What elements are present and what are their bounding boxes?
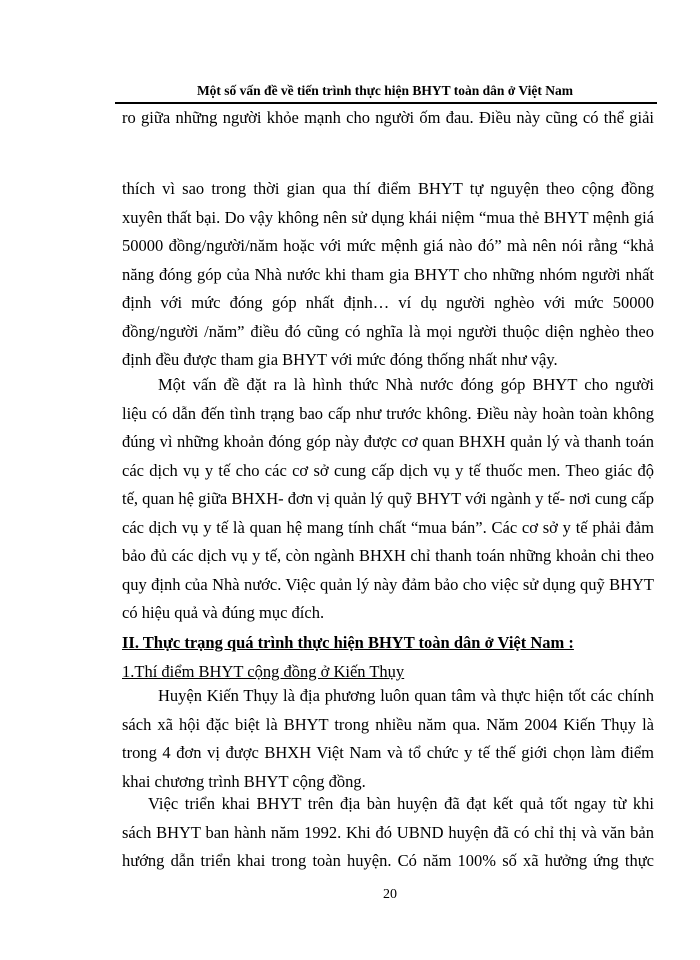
text-line: tế, quan hệ giữa BHXH- đơn vị quản lý quỹ BHYT với ngành y tế- nơi cung cấp bbox=[122, 489, 654, 508]
paragraph-2 bbox=[122, 371, 654, 628]
paragraph-3 bbox=[122, 682, 654, 796]
text-line: sách xã hội đặc biệt là BHYT trong nhiều năm qua. Năm 2004 Kiến Thụy là bbox=[122, 714, 654, 734]
top-fragment-paragraph bbox=[122, 104, 654, 133]
text-line: sách BHYT ban hành năm 1992. Khi đó UBND huyện đã có chỉ thị và văn bản bbox=[122, 822, 654, 842]
section-heading: II. Thực trạng quá trình thực hiện BHYT toàn dân ở Việt Nam : bbox=[122, 633, 574, 652]
text-line: quy định của Nhà nước. Việc quản lý này đảm bảo cho việc sử dụng quỹ BHYT bbox=[122, 574, 654, 594]
text-line: xuyên thất bại. Do vậy không nên sử dụng khái niệm “mua thẻ BHYT mệnh giá bbox=[122, 207, 654, 227]
text-line: 50000 đồng/người/năm hoặc với mức mệnh giá nào đó” mà nên nói rằng “khả bbox=[122, 236, 654, 255]
text-line: Một vấn đề đặt ra là hình thức Nhà nước đóng góp BHYT cho người bbox=[158, 375, 654, 394]
text-line: bảo đủ các dịch vụ y tế, còn ngành BHXH chỉ thanh toán những khoản chi theo bbox=[122, 546, 654, 565]
text-line: liệu có dẫn đến tình trạng bao cấp như trước không. Điều này hoàn toàn không bbox=[122, 403, 654, 423]
text-line: có hiệu quả và đúng mục đích. bbox=[122, 603, 325, 622]
text-line: các dịch vụ y tế cho các cơ sở cung cấp dịch vụ y tế thuốc men. Theo giác độ bbox=[122, 460, 654, 480]
text-line: Huyện Kiến Thụy là địa phương luôn quan tâm và thực hiện tốt các chính bbox=[158, 686, 654, 705]
page-number: 20 bbox=[383, 887, 397, 902]
text-line: đúng vì những khoản đóng góp này được cơ quan BHXH quản lý và thanh toán bbox=[122, 432, 654, 451]
text-line: trong 4 đơn vị được BHXH Việt Nam và tổ chức y tế thế giới chọn làm điểm bbox=[122, 743, 654, 762]
text-line: định đều được tham gia BHYT với mức đóng thống nhất như vậy. bbox=[122, 350, 558, 369]
paragraph-4 bbox=[122, 790, 654, 876]
text-line: hướng dẫn triển khai trong toàn huyện. Có năm 100% số xã hưởng ứng thực bbox=[122, 851, 654, 870]
text-line: khai chương trình BHYT cộng đồng. bbox=[122, 771, 366, 791]
text-line: ro giữa những người khỏe mạnh cho người ốm đau. Điều này cũng có thể giải bbox=[122, 108, 654, 127]
text-line: Việc triển khai BHYT trên địa bàn huyện đã đạt kết quả tốt ngay từ khi bbox=[148, 794, 654, 813]
text-line: năng đóng góp của Nhà nước khi tham gia BHYT cho những nhóm người nhất bbox=[122, 264, 654, 284]
text-line: các dịch vụ y tế là quan hệ mang tính chất “mua bán”. Các cơ sở y tế phải đảm bbox=[122, 517, 654, 537]
text-line: định với mức đóng góp nhất định… ví dụ người nghèo với mức 50000 bbox=[122, 293, 654, 312]
text-line: thích vì sao trong thời gian qua thí điểm BHYT tự nguyện theo cộng đồng bbox=[122, 179, 654, 198]
text-line: đồng/người /năm” điều đó cũng có nghĩa là mọi người thuộc diện nghèo theo bbox=[122, 321, 654, 341]
paragraph-1 bbox=[122, 175, 654, 375]
subsection-heading: 1.Thí điểm BHYT cộng đồng ở Kiến Thụy bbox=[122, 662, 405, 681]
running-header-title: Một số vấn đề về tiến trình thực hiện BHYT toàn dân ở Việt Nam bbox=[196, 83, 574, 98]
